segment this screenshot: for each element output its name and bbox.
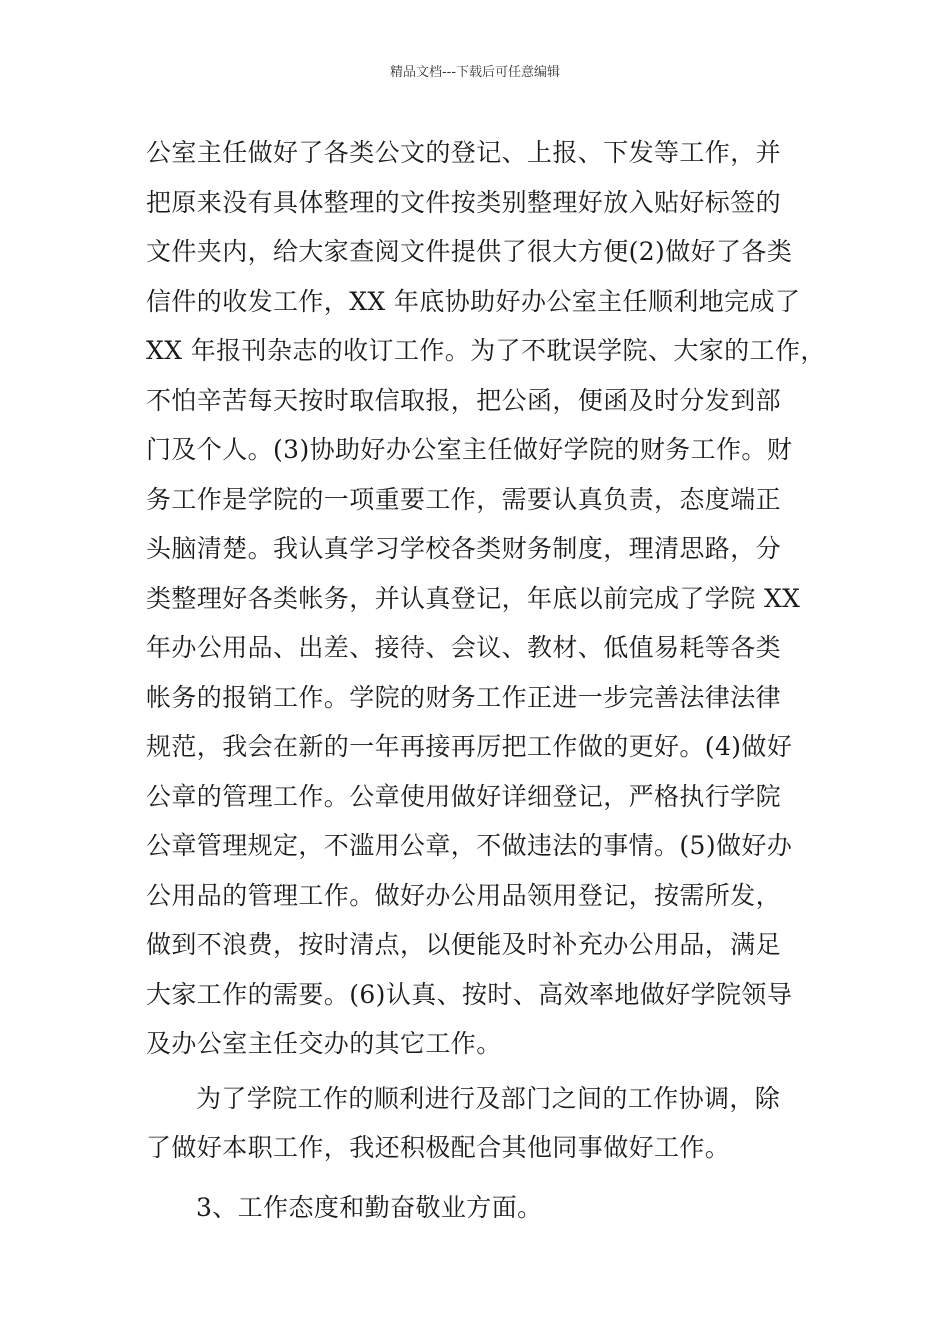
text-line: 公室主任做好了各类公文的登记、上报、下发等工作，并 [146, 138, 782, 167]
text-line: 帐务的报销工作。学院的财务工作正进一步完善法律法律 [146, 682, 782, 712]
text-line: 公用品的管理工作。做好办公用品领用登记，按需所发， [146, 880, 782, 910]
paragraph-2 [146, 1074, 816, 1173]
text-line: 为了学院工作的顺利进行及部门之间的工作协调，除 [196, 1083, 781, 1113]
text-line: 不怕辛苦每天按时取信取报，把公函，便函及时分发到部 [146, 385, 782, 415]
text-line: 信件的收发工作，XX 年底协助好办公室主任顺利地完成了 [146, 286, 801, 316]
text-line: 文件夹内，给大家查阅文件提供了很大方便(2)做好了各类 [146, 237, 793, 266]
text-line: 公章的管理工作。公章使用做好详细登记，严格执行学院 [146, 781, 782, 811]
text-line: 了做好本职工作，我还积极配合其他同事做好工作。 [146, 1133, 731, 1162]
text-line: XX 年报刊杂志的收订工作。为了不耽误学院、大家的工作， [146, 336, 826, 365]
text-line: 做到不浪费，按时清点，以便能及时补充办公用品，满足 [146, 930, 782, 959]
text-line: 年办公用品、出差、接待、会议、教材、低值易耗等各类 [146, 633, 782, 662]
text-line: 规范，我会在新的一年再接再厉把工作做的更好。(4)做好 [146, 732, 793, 761]
text-line: 门及个人。(3)协助好办公室主任做好学院的财务工作。财 [146, 435, 793, 464]
paragraph-1 [146, 128, 826, 1069]
text-line: 类整理好各类帐务，并认真登记，年底以前完成了学院 XX [146, 583, 801, 613]
text-line: 务工作是学院的一项重要工作，需要认真负责，态度端正 [146, 484, 782, 514]
text-line: 及办公室主任交办的其它工作。 [146, 1029, 502, 1058]
text-line: 大家工作的需要。(6)认真、按时、高效率地做好学院领导 [146, 979, 793, 1009]
text-line: 公章管理规定，不滥用公章，不做违法的事情。(5)做好办 [146, 831, 793, 860]
document-body [146, 128, 826, 1232]
section-heading-3 [146, 1183, 816, 1233]
page-header: 精品文档---下载后可任意编辑 [389, 65, 561, 80]
text-line: 头脑清楚。我认真学习学校各类财务制度，理清思路，分 [146, 534, 782, 563]
section-heading: 3、工作态度和勤奋敬业方面。 [196, 1192, 543, 1222]
text-line: 把原来没有具体整理的文件按类别整理好放入贴好标签的 [146, 187, 782, 217]
